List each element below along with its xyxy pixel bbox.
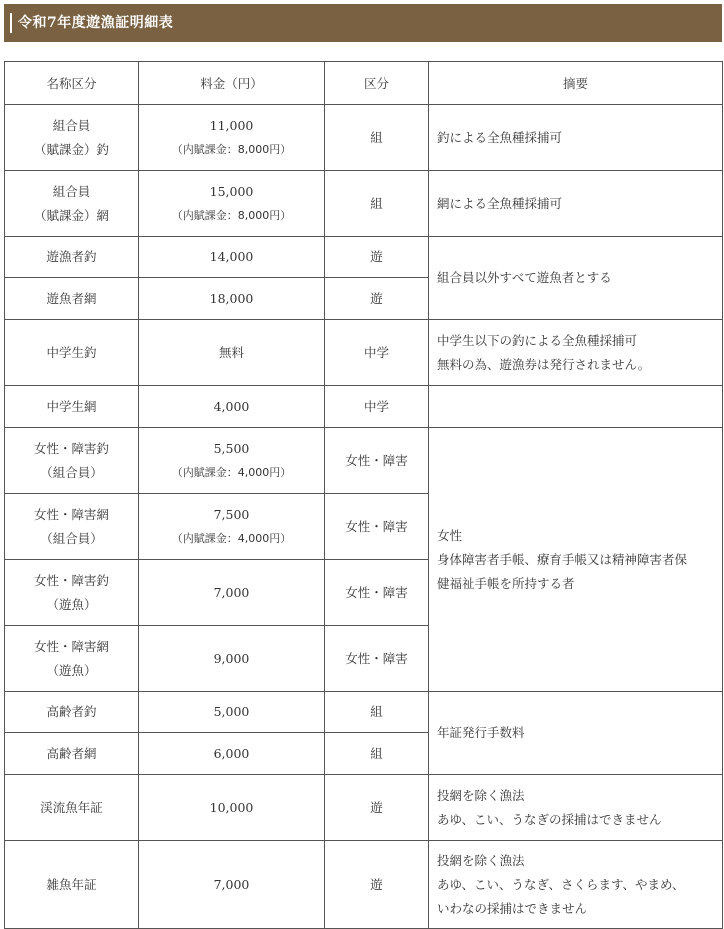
- fee-cell: 14,000: [139, 237, 325, 278]
- table-row: [5, 692, 723, 733]
- fee-cell: 5,500 （内賦課金：4,000円）: [139, 428, 325, 494]
- fee-cell: 9,000: [139, 626, 325, 692]
- fee-cell: 7,000: [139, 841, 325, 929]
- name-cell: 遊漁者釣: [5, 237, 139, 278]
- category-cell: 組: [325, 171, 429, 237]
- column-header-fee: 料金（円）: [139, 62, 325, 105]
- category-cell: 中学: [325, 320, 429, 386]
- page-title: 令和7年度遊漁証明細表: [18, 15, 174, 31]
- category-cell: 女性・障害: [325, 428, 429, 494]
- remarks-cell: 中学生以下の釣による全魚種採捕可 無料の為、遊漁券は発行されません。: [429, 320, 723, 386]
- remarks-cell: 年証発行手数料: [429, 692, 723, 775]
- fee-cell: 15,000 （内賦課金：8,000円）: [139, 171, 325, 237]
- column-header-remarks: 摘要: [429, 62, 723, 105]
- fee-cell: 11,000 （内賦課金：8,000円）: [139, 105, 325, 171]
- name-cell: 雑魚年証: [5, 841, 139, 929]
- category-cell: 遊: [325, 841, 429, 929]
- remarks-cell: 網による全魚種採捕可: [429, 171, 723, 237]
- table-row: [5, 320, 723, 386]
- category-cell: 中学: [325, 386, 429, 428]
- fee-cell: 7,500 （内賦課金：4,000円）: [139, 494, 325, 560]
- fee-cell: 5,000: [139, 692, 325, 733]
- category-cell: 女性・障害: [325, 494, 429, 560]
- table-row: [5, 237, 723, 278]
- category-cell: 女性・障害: [325, 626, 429, 692]
- fee-cell: 6,000: [139, 733, 325, 775]
- table-row: [5, 775, 723, 841]
- name-cell: 遊魚者網: [5, 278, 139, 320]
- category-cell: 組: [325, 692, 429, 733]
- remarks-cell: 投網を除く漁法 あゆ、こい、うなぎの採捕はできません: [429, 775, 723, 841]
- table-row: [5, 428, 723, 494]
- name-cell: 中学生網: [5, 386, 139, 428]
- remarks-cell: 組合員以外すべて遊魚者とする: [429, 237, 723, 320]
- category-cell: 組: [325, 733, 429, 775]
- category-cell: 女性・障害: [325, 560, 429, 626]
- title-bar: [4, 4, 722, 42]
- column-header-category: 区分: [325, 62, 429, 105]
- fee-cell: 7,000: [139, 560, 325, 626]
- name-cell: 渓流魚年証: [5, 775, 139, 841]
- fee-cell: 10,000: [139, 775, 325, 841]
- title-marker: [10, 13, 12, 33]
- fee-cell: 18,000: [139, 278, 325, 320]
- name-cell: 女性・障害釣 （組合員）: [5, 428, 139, 494]
- name-cell: 女性・障害網 （組合員）: [5, 494, 139, 560]
- name-cell: 組合員 （賦課金）網: [5, 171, 139, 237]
- remarks-cell: 釣による全魚種採捕可: [429, 105, 723, 171]
- fee-cell: 無料: [139, 320, 325, 386]
- remarks-cell: 女性 身体障害者手帳、療育手帳又は精神障害者保 健福祉手帳を所持する者: [429, 428, 723, 692]
- name-cell: 高齢者釣: [5, 692, 139, 733]
- table-header-row: [5, 62, 723, 105]
- fee-cell: 4,000: [139, 386, 325, 428]
- table-row: [5, 841, 723, 929]
- name-cell: 中学生釣: [5, 320, 139, 386]
- table-row: [5, 105, 723, 171]
- remarks-cell: 投網を除く漁法 あゆ、こい、うなぎ、さくらます、やまめ、 いわなの採捕はできません: [429, 841, 723, 929]
- table-row: [5, 386, 723, 428]
- category-cell: 遊: [325, 775, 429, 841]
- table-row: [5, 171, 723, 237]
- category-cell: 遊: [325, 237, 429, 278]
- column-header-name: 名称区分: [5, 62, 139, 105]
- category-cell: 組: [325, 105, 429, 171]
- name-cell: 高齢者網: [5, 733, 139, 775]
- name-cell: 組合員 （賦課金）釣: [5, 105, 139, 171]
- remarks-cell: [429, 386, 723, 428]
- fee-table: [4, 61, 723, 929]
- name-cell: 女性・障害網 （遊魚）: [5, 626, 139, 692]
- category-cell: 遊: [325, 278, 429, 320]
- name-cell: 女性・障害釣 （遊魚）: [5, 560, 139, 626]
